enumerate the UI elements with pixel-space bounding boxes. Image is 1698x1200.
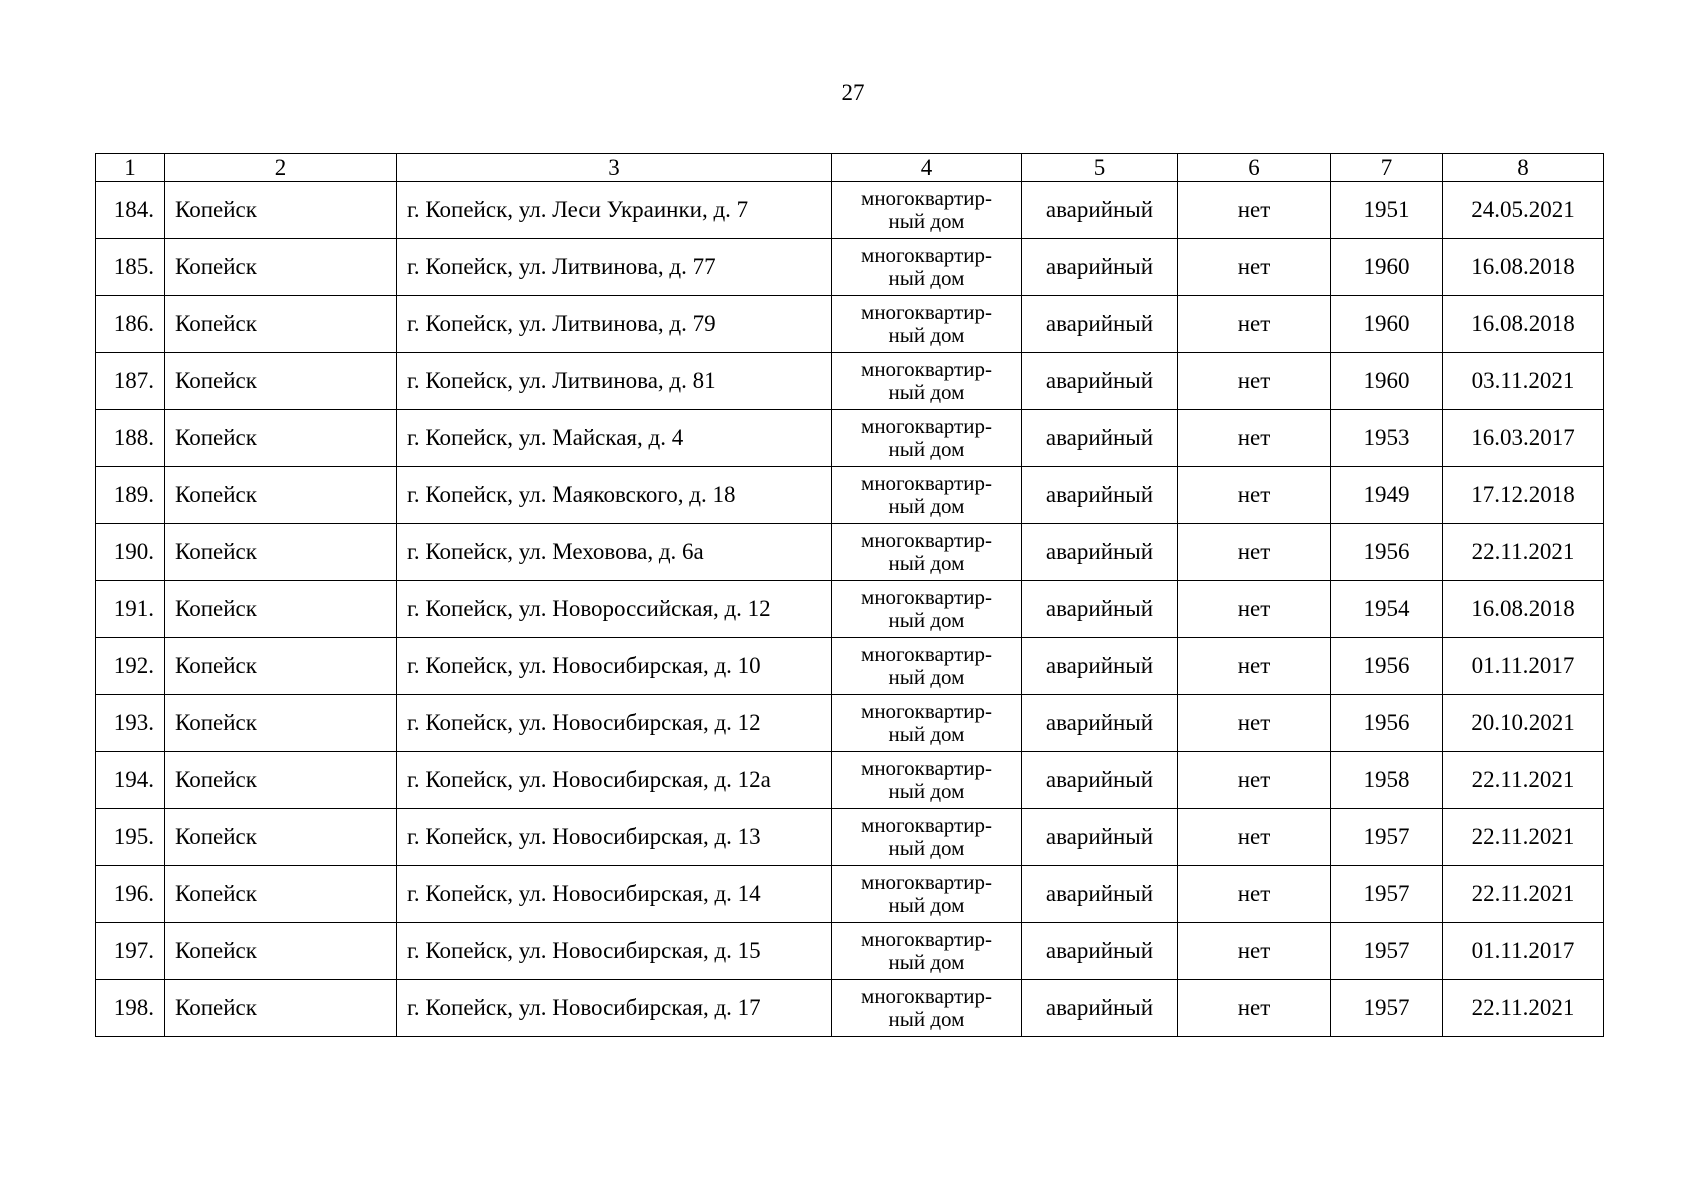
address: г. Копейск, ул. Новосибирская, д. 17 (397, 980, 832, 1037)
decision-date: 03.11.2021 (1443, 353, 1604, 410)
municipality: Копейск (165, 353, 397, 410)
building-type (832, 923, 1022, 980)
municipality: Копейск (165, 809, 397, 866)
municipality: Копейск (165, 752, 397, 809)
year-built: 1957 (1331, 980, 1443, 1037)
building-type (832, 866, 1022, 923)
decision-date: 22.11.2021 (1443, 752, 1604, 809)
condition: аварийный (1022, 695, 1178, 752)
building-type-line: многоквартир- (861, 357, 992, 381)
row-number: 189. (96, 467, 165, 524)
decision-date: 22.11.2021 (1443, 980, 1604, 1037)
municipality: Копейск (165, 410, 397, 467)
building-type-line: многоквартир- (861, 414, 992, 438)
year-built: 1957 (1331, 923, 1443, 980)
building-type-line: ный дом (888, 779, 965, 803)
building-type-line: ный дом (888, 437, 965, 461)
flag: нет (1178, 980, 1331, 1037)
table-row (96, 296, 1604, 353)
building-type (832, 467, 1022, 524)
building-type-line: ный дом (888, 266, 965, 290)
year-built: 1953 (1331, 410, 1443, 467)
year-built: 1960 (1331, 239, 1443, 296)
year-built: 1957 (1331, 866, 1443, 923)
table-row (96, 866, 1604, 923)
year-built: 1949 (1331, 467, 1443, 524)
row-number: 192. (96, 638, 165, 695)
table-row (96, 524, 1604, 581)
flag: нет (1178, 695, 1331, 752)
row-number: 198. (96, 980, 165, 1037)
building-type-line: многоквартир- (861, 927, 992, 951)
table-row (96, 581, 1604, 638)
building-type-line: ный дом (888, 380, 965, 404)
address: г. Копейск, ул. Литвинова, д. 81 (397, 353, 832, 410)
flag: нет (1178, 353, 1331, 410)
table-row (96, 809, 1604, 866)
building-type-line: многоквартир- (861, 813, 992, 837)
flag: нет (1178, 809, 1331, 866)
table-row (96, 980, 1604, 1037)
table-row (96, 923, 1604, 980)
building-type-line: ный дом (888, 665, 965, 689)
column-header: 3 (397, 154, 832, 182)
building-type (832, 809, 1022, 866)
address: г. Копейск, ул. Новосибирская, д. 13 (397, 809, 832, 866)
address: г. Копейск, ул. Меховова, д. 6а (397, 524, 832, 581)
flag: нет (1178, 524, 1331, 581)
building-type (832, 239, 1022, 296)
building-type-line: многоквартир- (861, 471, 992, 495)
row-number: 194. (96, 752, 165, 809)
flag: нет (1178, 866, 1331, 923)
building-type-line: ный дом (888, 608, 965, 632)
housing-table (95, 153, 1604, 1037)
building-type-line: ный дом (888, 893, 965, 917)
building-type (832, 410, 1022, 467)
header-row (96, 154, 1604, 182)
building-type-line: ный дом (888, 551, 965, 575)
building-type-line: многоквартир- (861, 585, 992, 609)
row-number: 195. (96, 809, 165, 866)
table-row (96, 695, 1604, 752)
building-type-line: многоквартир- (861, 300, 992, 324)
address: г. Копейск, ул. Майская, д. 4 (397, 410, 832, 467)
decision-date: 16.03.2017 (1443, 410, 1604, 467)
year-built: 1956 (1331, 638, 1443, 695)
condition: аварийный (1022, 581, 1178, 638)
municipality: Копейск (165, 980, 397, 1037)
flag: нет (1178, 638, 1331, 695)
flag: нет (1178, 239, 1331, 296)
address: г. Копейск, ул. Новосибирская, д. 15 (397, 923, 832, 980)
building-type-line: ный дом (888, 950, 965, 974)
building-type (832, 752, 1022, 809)
row-number: 190. (96, 524, 165, 581)
municipality: Копейск (165, 581, 397, 638)
building-type-line: многоквартир- (861, 870, 992, 894)
row-number: 197. (96, 923, 165, 980)
row-number: 196. (96, 866, 165, 923)
year-built: 1957 (1331, 809, 1443, 866)
condition: аварийный (1022, 182, 1178, 239)
decision-date: 16.08.2018 (1443, 296, 1604, 353)
column-header: 2 (165, 154, 397, 182)
address: г. Копейск, ул. Леси Украинки, д. 7 (397, 182, 832, 239)
building-type-line: многоквартир- (861, 756, 992, 780)
year-built: 1956 (1331, 695, 1443, 752)
row-number: 187. (96, 353, 165, 410)
row-number: 188. (96, 410, 165, 467)
condition: аварийный (1022, 638, 1178, 695)
row-number: 184. (96, 182, 165, 239)
column-header: 1 (96, 154, 165, 182)
address: г. Копейск, ул. Новороссийская, д. 12 (397, 581, 832, 638)
decision-date: 01.11.2017 (1443, 923, 1604, 980)
municipality: Копейск (165, 923, 397, 980)
flag: нет (1178, 410, 1331, 467)
building-type (832, 353, 1022, 410)
building-type-line: многоквартир- (861, 642, 992, 666)
building-type-line: многоквартир- (861, 243, 992, 267)
address: г. Копейск, ул. Новосибирская, д. 10 (397, 638, 832, 695)
decision-date: 20.10.2021 (1443, 695, 1604, 752)
condition: аварийный (1022, 467, 1178, 524)
decision-date: 16.08.2018 (1443, 581, 1604, 638)
building-type (832, 182, 1022, 239)
municipality: Копейск (165, 239, 397, 296)
flag: нет (1178, 752, 1331, 809)
decision-date: 22.11.2021 (1443, 809, 1604, 866)
row-number: 186. (96, 296, 165, 353)
municipality: Копейск (165, 866, 397, 923)
row-number: 193. (96, 695, 165, 752)
column-header: 5 (1022, 154, 1178, 182)
flag: нет (1178, 923, 1331, 980)
row-number: 191. (96, 581, 165, 638)
condition: аварийный (1022, 524, 1178, 581)
column-header: 6 (1178, 154, 1331, 182)
column-header: 4 (832, 154, 1022, 182)
flag: нет (1178, 296, 1331, 353)
condition: аварийный (1022, 809, 1178, 866)
column-header: 8 (1443, 154, 1604, 182)
building-type-line: многоквартир- (861, 984, 992, 1008)
year-built: 1958 (1331, 752, 1443, 809)
condition: аварийный (1022, 980, 1178, 1037)
address: г. Копейск, ул. Новосибирская, д. 14 (397, 866, 832, 923)
decision-date: 01.11.2017 (1443, 638, 1604, 695)
column-header: 7 (1331, 154, 1443, 182)
flag: нет (1178, 182, 1331, 239)
building-type-line: многоквартир- (861, 186, 992, 210)
address: г. Копейск, ул. Новосибирская, д. 12а (397, 752, 832, 809)
building-type (832, 296, 1022, 353)
year-built: 1960 (1331, 296, 1443, 353)
condition: аварийный (1022, 923, 1178, 980)
address: г. Копейск, ул. Литвинова, д. 79 (397, 296, 832, 353)
condition: аварийный (1022, 866, 1178, 923)
condition: аварийный (1022, 410, 1178, 467)
year-built: 1956 (1331, 524, 1443, 581)
municipality: Копейск (165, 467, 397, 524)
decision-date: 22.11.2021 (1443, 866, 1604, 923)
row-number: 185. (96, 239, 165, 296)
municipality: Копейск (165, 695, 397, 752)
year-built: 1954 (1331, 581, 1443, 638)
flag: нет (1178, 581, 1331, 638)
table-row (96, 752, 1604, 809)
building-type-line: ный дом (888, 209, 965, 233)
building-type (832, 581, 1022, 638)
building-type (832, 695, 1022, 752)
page-number: 27 (841, 80, 865, 105)
building-type-line: ный дом (888, 323, 965, 347)
table-row (96, 638, 1604, 695)
municipality: Копейск (165, 638, 397, 695)
decision-date: 22.11.2021 (1443, 524, 1604, 581)
table-row (96, 467, 1604, 524)
year-built: 1951 (1331, 182, 1443, 239)
flag: нет (1178, 467, 1331, 524)
building-type-line: ный дом (888, 836, 965, 860)
condition: аварийный (1022, 296, 1178, 353)
building-type (832, 980, 1022, 1037)
building-type (832, 524, 1022, 581)
building-type-line: ный дом (888, 722, 965, 746)
municipality: Копейск (165, 524, 397, 581)
decision-date: 17.12.2018 (1443, 467, 1604, 524)
municipality: Копейск (165, 296, 397, 353)
decision-date: 16.08.2018 (1443, 239, 1604, 296)
table-row (96, 239, 1604, 296)
address: г. Копейск, ул. Новосибирская, д. 12 (397, 695, 832, 752)
condition: аварийный (1022, 239, 1178, 296)
building-type-line: ный дом (888, 1007, 965, 1031)
table-row (96, 353, 1604, 410)
building-type-line: многоквартир- (861, 699, 992, 723)
building-type (832, 638, 1022, 695)
municipality: Копейск (165, 182, 397, 239)
decision-date: 24.05.2021 (1443, 182, 1604, 239)
address: г. Копейск, ул. Маяковского, д. 18 (397, 467, 832, 524)
condition: аварийный (1022, 353, 1178, 410)
address: г. Копейск, ул. Литвинова, д. 77 (397, 239, 832, 296)
building-type-line: многоквартир- (861, 528, 992, 552)
table-row (96, 182, 1604, 239)
building-type-line: ный дом (888, 494, 965, 518)
year-built: 1960 (1331, 353, 1443, 410)
table-row (96, 410, 1604, 467)
condition: аварийный (1022, 752, 1178, 809)
